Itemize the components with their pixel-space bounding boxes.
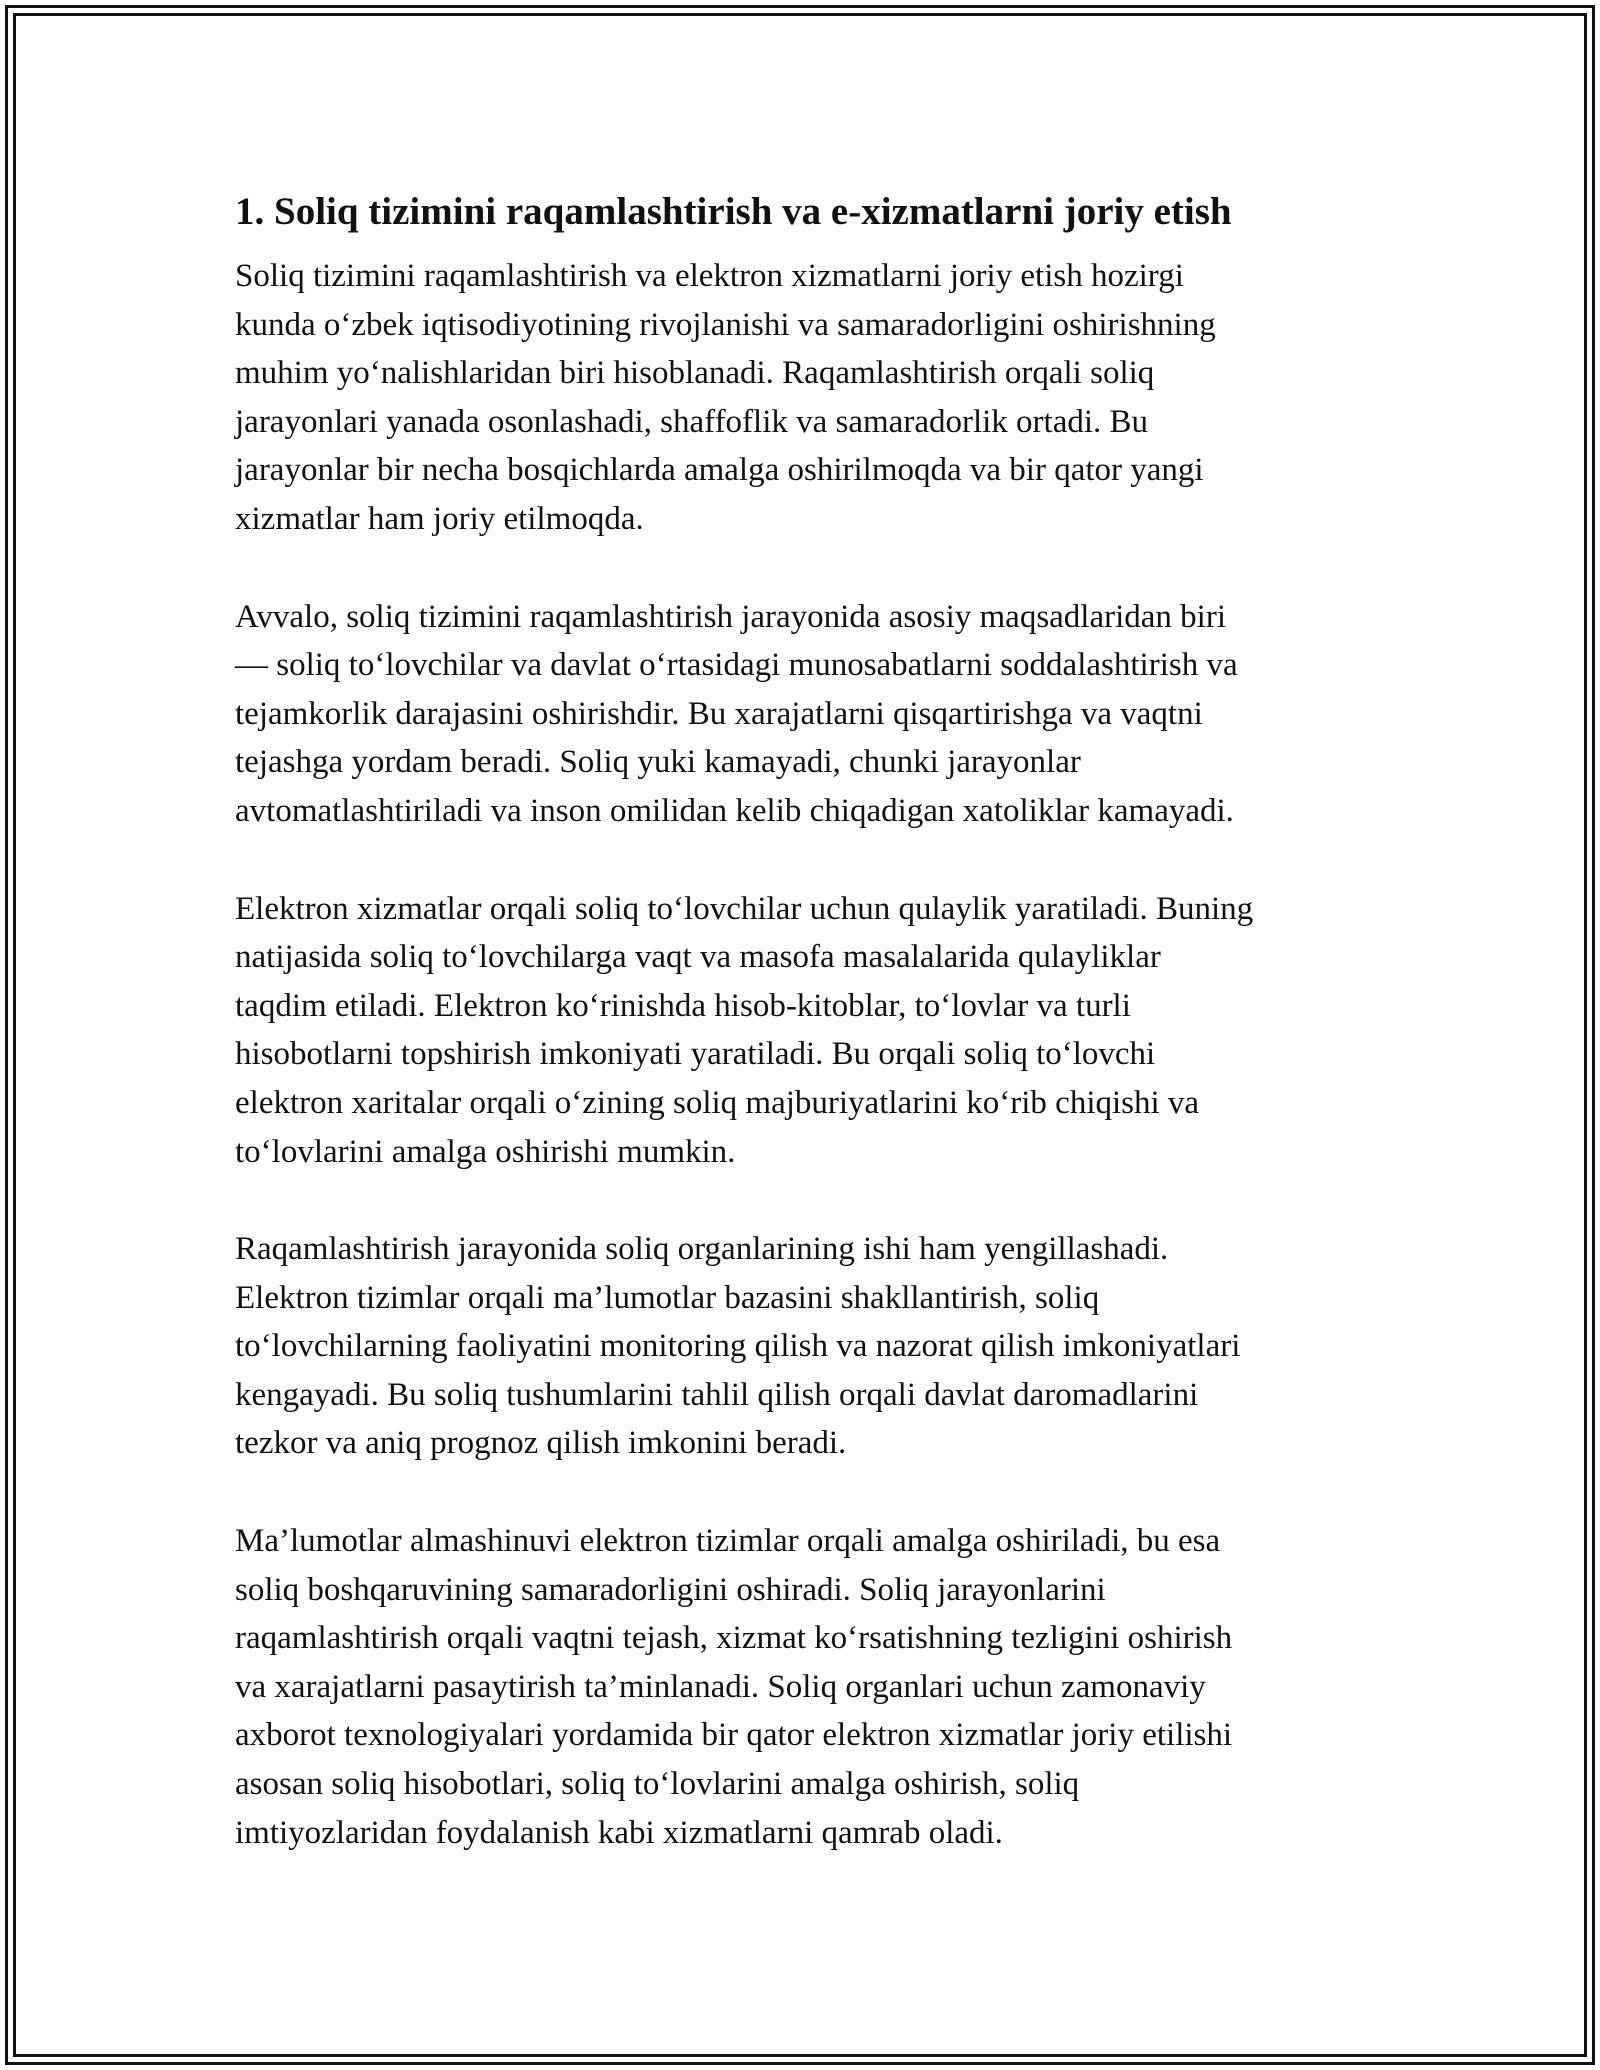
text-line: — soliq to‘lovchilar va davlat o‘rtasidagi munosabatlarni soddalashtirish va (235, 647, 1238, 684)
text-line: Soliq tizimini raqamlashtirish va elektron xizmatlarni joriy etish hozirgi (235, 258, 1184, 294)
text-line: axborot texnologiyalari yordamida bir qator elektron xizmatlar joriy etilishi (235, 1717, 1233, 1754)
text-line: xizmatlar ham joriy etilmoqda. (235, 500, 644, 537)
text-line: Elektron xizmatlar orqali soliq to‘lovchilar uchun qulaylik yaratiladi. Buning (235, 890, 1254, 927)
text-line: to‘lovchilarning faoliyatini monitoring qilish va nazorat qilish imkoniyatlari (235, 1328, 1241, 1365)
text-line: to‘lovlarini amalga oshirishi mumkin. (235, 1133, 736, 1170)
text-line: soliq boshqaruvining samaradorligini oshiradi. Soliq jarayonlarini (235, 1571, 1106, 1608)
text-line: imtiyozlaridan foydalanish kabi xizmatlarni qamrab oladi. (235, 1814, 1003, 1851)
text-line: elektron xaritalar orqali o‘zining soliq majburiyatlarini ko‘rib chiqishi va (235, 1084, 1200, 1121)
text-line: hisobotlarni topshirish imkoniyati yaratiladi. Bu orqali soliq to‘lovchi (235, 1036, 1156, 1073)
section-title: 1. Soliq tizimini raqamlashtirish va e-xizmatlarni joriy etish (235, 190, 1232, 233)
text-line: jarayonlar bir necha bosqichlarda amalga oshirilmoqda va bir qator yangi (235, 452, 1204, 489)
text-line: muhim yo‘nalishlaridan biri hisoblanadi. Raqamlashtirish orqali soliq (235, 355, 1155, 392)
text-line: natijasida soliq to‘lovchilarga vaqt va masofa masalalarida qulayliklar (235, 939, 1161, 976)
paragraph (235, 885, 1395, 1177)
text-line: tejashga yordam beradi. Soliq yuki kamayadi, chunki jarayonlar (235, 744, 1081, 781)
paragraph (235, 1517, 1395, 1857)
text-line: Raqamlashtirish jarayonida soliq organlarining ishi ham yengillashadi. (235, 1231, 1169, 1268)
text-line: kengayadi. Bu soliq tushumlarini tahlil qilish orqali davlat daromadlarini (235, 1376, 1199, 1413)
document-body (235, 186, 1395, 1906)
text-line: tejamkorlik darajasini oshirishdir. Bu xarajatlarni qisqartirishga va vaqtni (235, 695, 1203, 732)
text-line: va xarajatlarni pasaytirish ta’minlanadi. Soliq organlari uchun zamonaviy (235, 1668, 1206, 1705)
paragraph (235, 593, 1395, 836)
text-line: Avvalo, soliq tizimini raqamlashtirish jarayonida asosiy maqsadlaridan biri (235, 598, 1226, 635)
paragraph (235, 1225, 1395, 1468)
paragraph (235, 252, 1395, 544)
text-line: raqamlashtirish orqali vaqtni tejash, xizmat ko‘rsatishning tezligini oshirish (235, 1620, 1233, 1657)
text-line: jarayonlari yanada osonlashadi, shaffoflik va samaradorlik ortadi. Bu (235, 403, 1149, 440)
text-line: kunda o‘zbek iqtisodiyotining rivojlanishi va samaradorligini oshirishning (235, 306, 1216, 343)
text-line: taqdim etiladi. Elektron ko‘rinishda hisob-kitoblar, to‘lovlar va turli (235, 987, 1131, 1024)
text-line: Elektron tizimlar orqali ma’lumotlar bazasini shakllantirish, soliq (235, 1279, 1100, 1316)
text-line: tezkor va aniq prognoz qilish imkonini beradi. (235, 1425, 847, 1462)
text-line: Ma’lumotlar almashinuvi elektron tizimlar orqali amalga oshiriladi, bu esa (235, 1523, 1221, 1560)
text-line: avtomatlashtiriladi va inson omilidan kelib chiqadigan xatoliklar kamayadi. (235, 792, 1234, 829)
text-line: asosan soliq hisobotlari, soliq to‘lovlarini amalga oshirish, soliq (235, 1766, 1080, 1803)
